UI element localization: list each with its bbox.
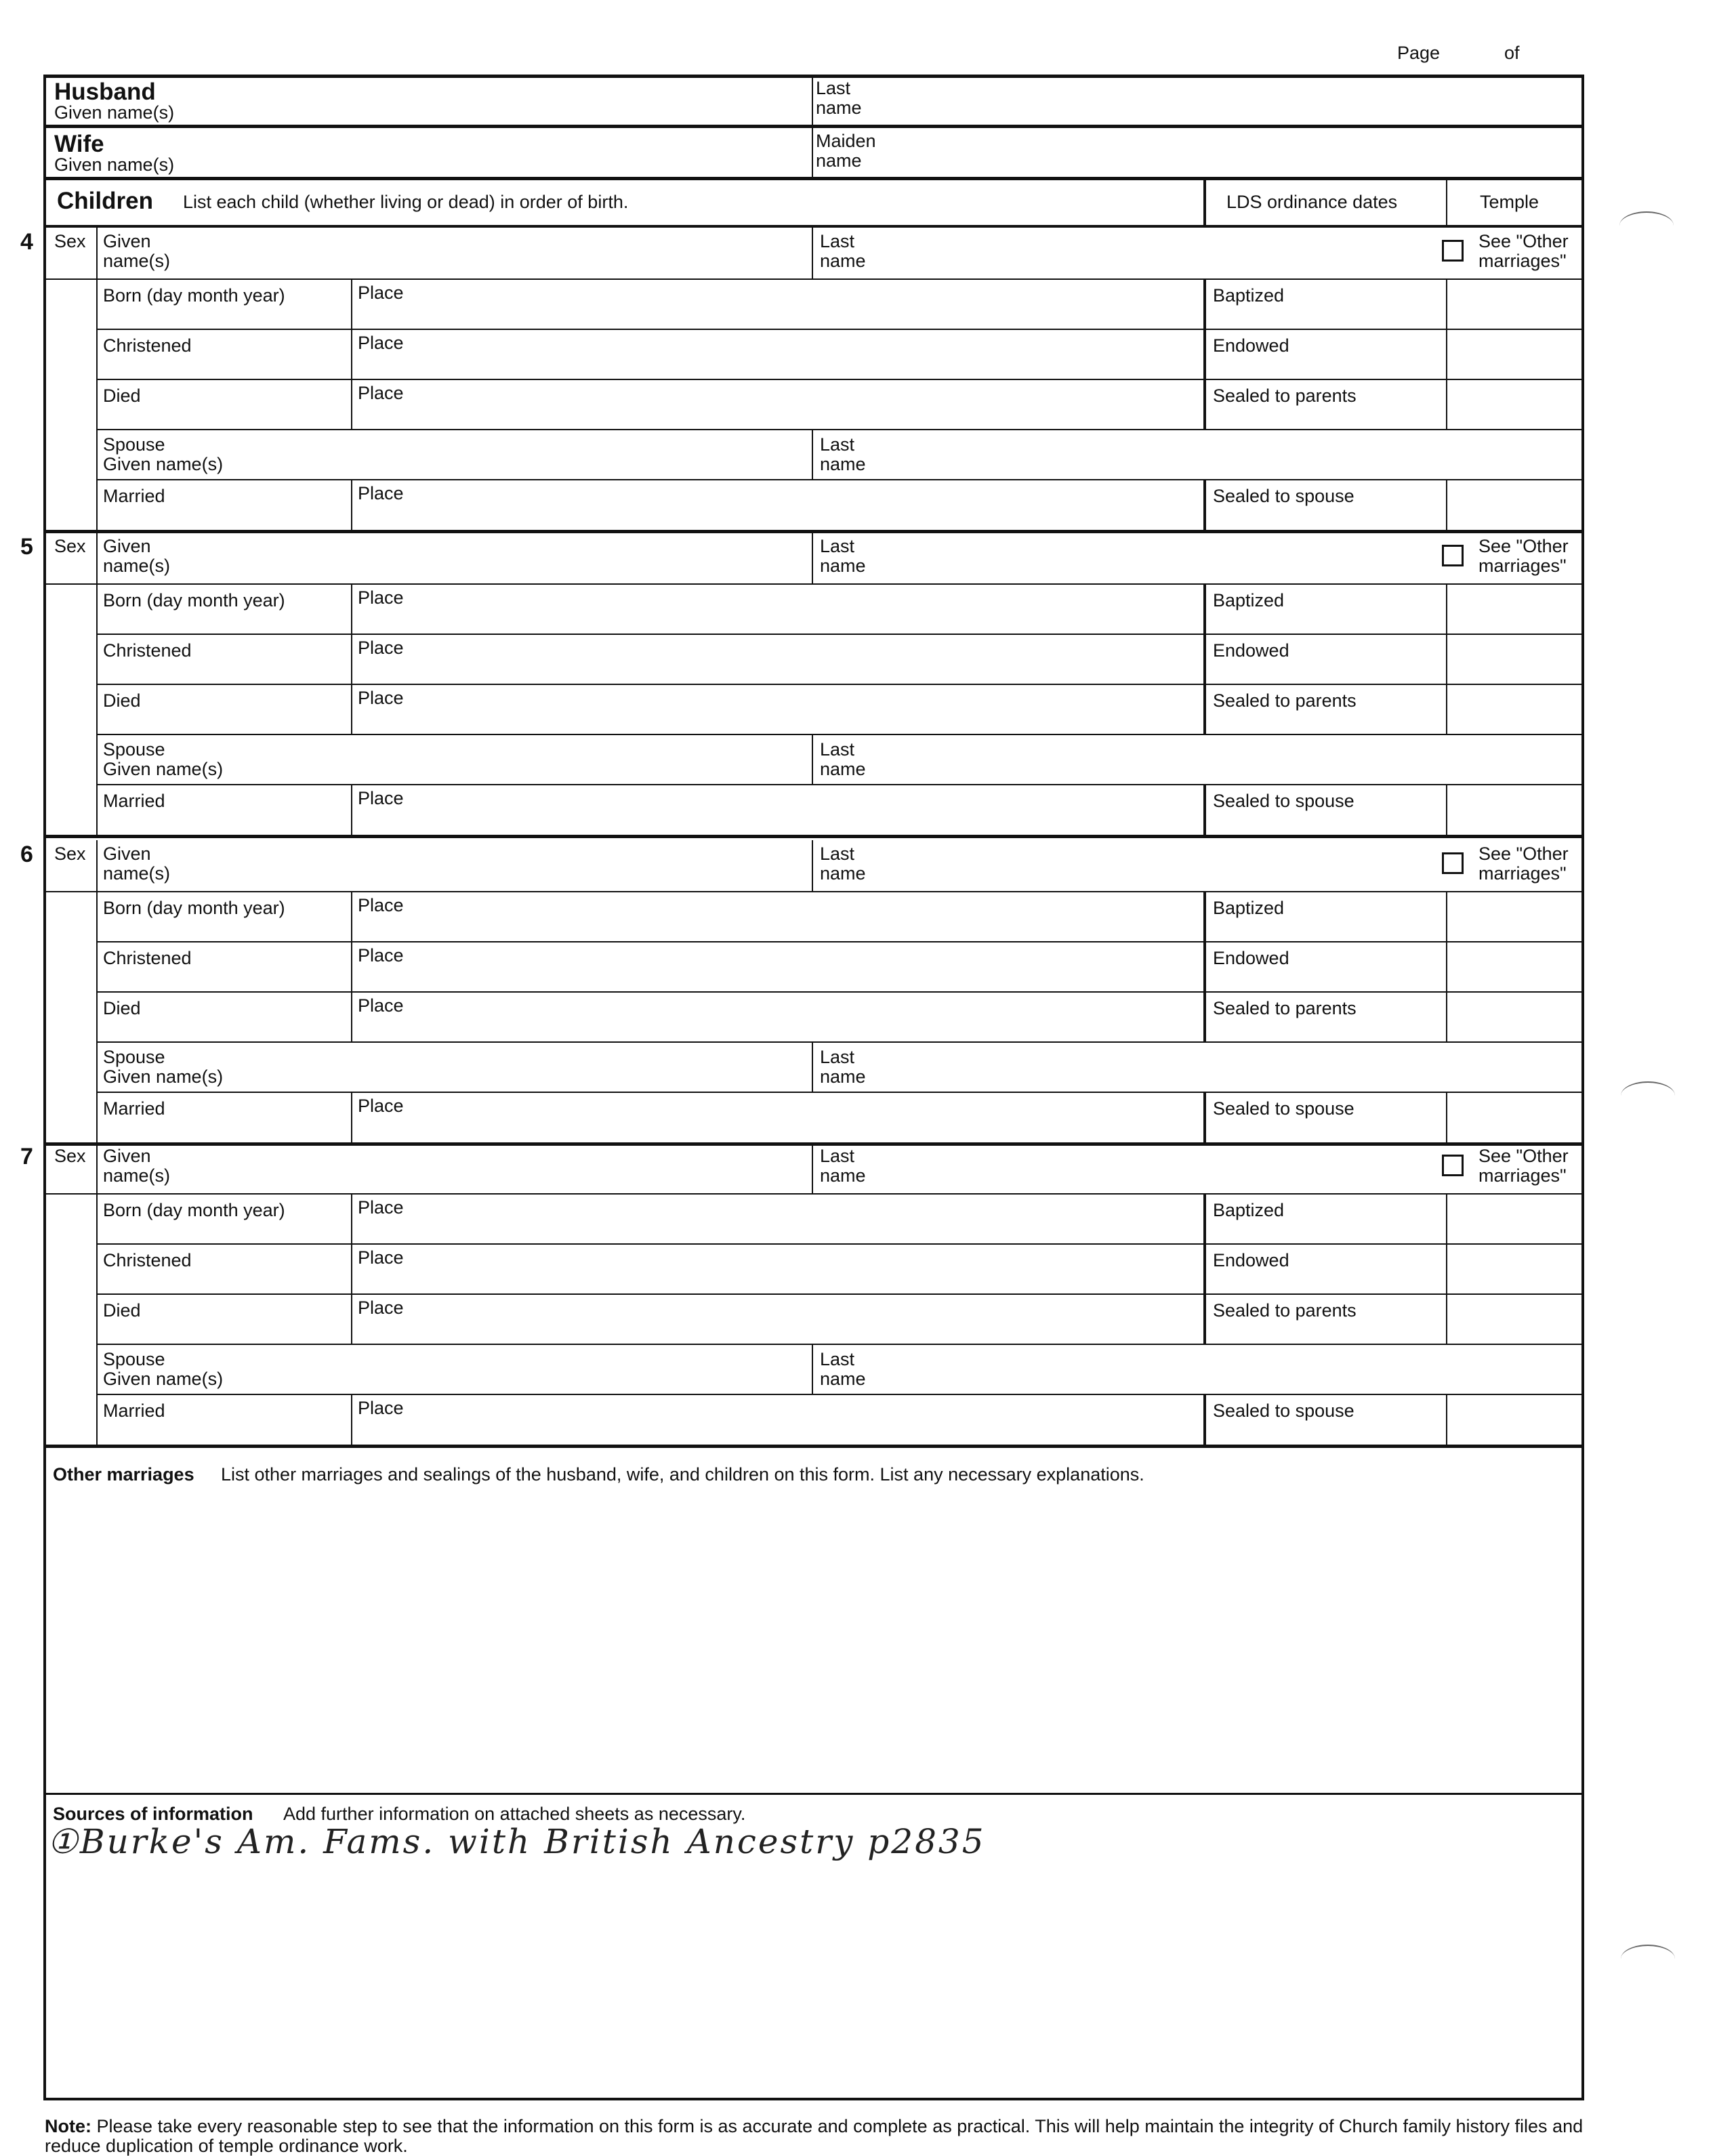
rule — [96, 1394, 1584, 1395]
husband-section — [43, 75, 1584, 126]
wife-given-field[interactable] — [49, 128, 808, 178]
spouse-last-label-2: name — [820, 1066, 866, 1087]
rule — [351, 480, 352, 531]
spouse-last-label: Last — [820, 739, 855, 760]
rule — [1446, 584, 1447, 634]
spouse-given-field[interactable] — [100, 734, 808, 785]
scan-artifact — [1619, 211, 1674, 240]
married-place-field[interactable] — [355, 1394, 1199, 1446]
child-sex-label: Sex — [54, 1146, 86, 1166]
married-label: Married — [103, 791, 165, 811]
spouse-given-label: Given name(s) — [103, 1369, 224, 1389]
spouse-last-field[interactable] — [816, 734, 1580, 785]
rule — [1446, 634, 1447, 684]
rule — [812, 1142, 813, 1194]
died-date-field[interactable] — [100, 992, 347, 1042]
rule — [96, 379, 1584, 380]
temple-header: Temple — [1480, 192, 1539, 212]
spouse-last-label-2: name — [820, 454, 866, 474]
rule — [96, 1041, 1584, 1043]
spouse-last-field[interactable] — [816, 430, 1580, 480]
rule — [351, 1294, 352, 1344]
see-other-marriages-checkbox[interactable] — [1442, 1155, 1464, 1176]
spouse-last-label-2: name — [820, 1369, 866, 1389]
child-last-label-2: name — [820, 556, 866, 576]
rule — [1203, 942, 1206, 992]
died-label: Died — [103, 386, 141, 406]
baptized-date-field[interactable] — [1209, 279, 1442, 329]
baptized-label: Baptized — [1213, 285, 1285, 306]
rule — [1446, 1244, 1447, 1294]
lds-ordinance-header: LDS ordinance dates — [1226, 192, 1398, 212]
husband-given-field[interactable] — [49, 75, 808, 126]
rule — [1446, 480, 1447, 531]
child-last-field[interactable] — [816, 1142, 1426, 1194]
married-date-field[interactable] — [100, 1394, 347, 1446]
rule — [812, 1042, 813, 1092]
husband-last-label-2: name — [816, 98, 862, 118]
place-field[interactable] — [355, 584, 1199, 634]
baptized-label: Baptized — [1213, 590, 1285, 610]
rule — [1446, 785, 1447, 836]
rule — [96, 1293, 1584, 1295]
endowed-label: Endowed — [1213, 1250, 1289, 1270]
temple-field[interactable] — [1450, 584, 1580, 634]
rule — [351, 785, 352, 836]
christened-label: Christened — [103, 640, 192, 661]
husband-last-field[interactable] — [813, 75, 1579, 126]
spouse-label: Spouse — [103, 1047, 165, 1067]
see-other-marriages-label-2: marriages" — [1478, 863, 1567, 884]
child-given-label-2: name(s) — [103, 1165, 171, 1186]
place-field[interactable] — [355, 942, 1199, 992]
child-sex-field[interactable] — [46, 255, 94, 534]
died-label: Died — [103, 690, 141, 711]
child-given-field[interactable] — [100, 1142, 808, 1194]
place-label: Place — [358, 995, 404, 1016]
died-label: Died — [103, 998, 141, 1018]
place-label: Place — [358, 788, 404, 808]
temple-field[interactable] — [1450, 1294, 1580, 1344]
see-other-marriages-label-2: marriages" — [1478, 556, 1567, 576]
page-of-label: of — [1504, 43, 1520, 63]
rule — [43, 891, 1584, 892]
born-label: Born (day month year) — [103, 590, 285, 610]
see-other-marriages-checkbox[interactable] — [1442, 240, 1464, 262]
died-date-field[interactable] — [100, 1294, 347, 1344]
other-marriages-text: List other marriages and sealings of the husband, wife, and children on this form. List any necessary explanations. — [221, 1464, 1144, 1485]
place-label: Place — [358, 688, 404, 708]
husband-given-label: Given name(s) — [54, 102, 175, 123]
children-instruction: List each child (whether living or dead) in order of birth. — [183, 192, 629, 212]
spouse-given-field[interactable] — [100, 1042, 808, 1092]
spouse-label: Spouse — [103, 1349, 165, 1369]
rule — [1446, 379, 1447, 430]
temple-field[interactable] — [1450, 942, 1580, 992]
rule — [812, 430, 813, 480]
rule — [1203, 684, 1206, 734]
wife-maiden-label-2: name — [816, 150, 862, 171]
sources-handwritten-entry[interactable]: ①Burke's Am. Fams. with British Ancestry p2835 — [47, 1822, 986, 1861]
rule — [1203, 992, 1206, 1042]
child-last-field[interactable] — [816, 533, 1426, 584]
place-label: Place — [358, 1398, 404, 1418]
sources-section — [43, 1795, 1584, 2100]
place-label: Place — [358, 483, 404, 503]
rule — [96, 479, 1584, 480]
place-label: Place — [358, 895, 404, 915]
husband-last-label: Last — [816, 78, 851, 98]
rule — [1203, 329, 1206, 379]
married-date-field[interactable] — [100, 480, 347, 531]
child-sex-label: Sex — [54, 844, 86, 864]
sealed-to-parents-date-field[interactable] — [1209, 379, 1442, 430]
sealed-to-spouse-label: Sealed to spouse — [1213, 1401, 1354, 1421]
child-sex-label: Sex — [54, 536, 86, 556]
rule — [1203, 1244, 1206, 1294]
rule — [96, 1344, 1584, 1345]
baptized-date-field[interactable] — [1209, 584, 1442, 634]
sealed-to-spouse-label: Sealed to spouse — [1213, 791, 1354, 811]
temple-field[interactable] — [1450, 1244, 1580, 1294]
child-number: 4 — [20, 229, 33, 255]
rule — [1446, 992, 1447, 1042]
rule — [1446, 1294, 1447, 1344]
see-other-marriages-checkbox[interactable] — [1442, 545, 1464, 566]
married-date-field[interactable] — [100, 1092, 347, 1144]
wife-title: Wife — [54, 131, 104, 157]
born-date-field[interactable] — [100, 1194, 347, 1244]
endowed-label: Endowed — [1213, 948, 1289, 968]
sealed-to-spouse-date-field[interactable] — [1209, 1092, 1442, 1144]
rule — [1446, 892, 1447, 942]
other-marriages-section — [43, 1455, 1584, 1794]
temple-field[interactable] — [1450, 480, 1580, 531]
rule — [351, 1194, 352, 1244]
rule — [43, 1445, 1584, 1448]
died-date-field[interactable] — [100, 684, 347, 734]
rule — [1203, 1092, 1206, 1144]
rule — [96, 784, 1584, 785]
temple-field[interactable] — [1450, 992, 1580, 1042]
child-given-field[interactable] — [100, 533, 808, 584]
rule — [1446, 279, 1447, 329]
temple-field[interactable] — [1450, 634, 1580, 684]
scan-artifact — [1621, 1945, 1675, 1973]
rule — [1203, 785, 1206, 836]
sealed-to-spouse-label: Sealed to spouse — [1213, 486, 1354, 506]
rule — [1203, 634, 1206, 684]
baptized-date-field[interactable] — [1209, 892, 1442, 942]
see-other-marriages-label-2: marriages" — [1478, 1165, 1567, 1186]
place-field[interactable] — [355, 329, 1199, 379]
children-title: Children — [57, 188, 153, 214]
child-given-field[interactable] — [100, 840, 808, 892]
sources-text: Add further information on attached sheets as necessary. — [283, 1804, 746, 1824]
sealed-to-spouse-date-field[interactable] — [1209, 1394, 1442, 1446]
children-header — [43, 180, 1584, 226]
sources-title: Sources of information — [53, 1804, 253, 1824]
other-marriages-title: Other marriages — [53, 1464, 194, 1485]
rule — [96, 1092, 1584, 1093]
place-label: Place — [358, 1247, 404, 1268]
child-last-field[interactable] — [816, 840, 1426, 892]
rule — [351, 329, 352, 379]
sealed-to-spouse-date-field[interactable] — [1209, 785, 1442, 836]
child-last-label: Last — [820, 844, 855, 864]
child-last-label-2: name — [820, 863, 866, 884]
child-given-label: Given — [103, 536, 151, 556]
christened-date-field[interactable] — [100, 634, 347, 684]
spouse-last-label: Last — [820, 1047, 855, 1067]
child-number: 6 — [20, 842, 33, 867]
child-given-label: Given — [103, 231, 151, 251]
temple-field[interactable] — [1450, 892, 1580, 942]
spouse-last-field[interactable] — [816, 1344, 1580, 1394]
sealed-to-spouse-label: Sealed to spouse — [1213, 1098, 1354, 1119]
sealed-to-parents-date-field[interactable] — [1209, 684, 1442, 734]
child-sex-field[interactable] — [46, 867, 94, 1146]
rule — [812, 533, 813, 584]
note-title: Note: — [45, 2116, 91, 2136]
married-label: Married — [103, 1098, 165, 1119]
sealed-to-spouse-date-field[interactable] — [1209, 480, 1442, 531]
rule — [43, 583, 1584, 585]
child-last-label: Last — [820, 536, 855, 556]
place-label: Place — [358, 1298, 404, 1318]
temple-field[interactable] — [1450, 1394, 1580, 1446]
rule — [43, 835, 1584, 838]
rule — [812, 1344, 813, 1394]
wife-maiden-field[interactable] — [813, 128, 1579, 178]
child-last-label-2: name — [820, 251, 866, 271]
note-text: Please take every reasonable step to see that the information on this form is as accurate and complete as practical. This will help maintain the integrity of Church family history files and reduce duplication of temple ordinance work. — [45, 2116, 1584, 2156]
rule — [1446, 1194, 1447, 1244]
wife-given-label: Given name(s) — [54, 154, 175, 175]
place-label: Place — [358, 638, 404, 658]
place-field[interactable] — [355, 634, 1199, 684]
rule — [96, 1243, 1584, 1245]
place-label: Place — [358, 1197, 404, 1218]
spouse-last-label: Last — [820, 434, 855, 455]
rule — [1203, 279, 1206, 329]
rule — [1203, 892, 1206, 942]
place-label: Place — [358, 945, 404, 966]
spouse-last-label-2: name — [820, 759, 866, 779]
place-field[interactable] — [355, 684, 1199, 734]
rule — [1203, 379, 1206, 430]
christened-label: Christened — [103, 1250, 192, 1270]
scan-artifact — [1621, 1081, 1675, 1110]
child-given-label: Given — [103, 844, 151, 864]
child-last-label: Last — [820, 231, 855, 251]
endowed-label: Endowed — [1213, 335, 1289, 356]
rule — [351, 634, 352, 684]
died-label: Died — [103, 1300, 141, 1321]
temple-field[interactable] — [1450, 1092, 1580, 1144]
child-number: 7 — [20, 1144, 33, 1169]
rule — [96, 991, 1584, 993]
husband-title: Husband — [54, 79, 156, 105]
rule — [351, 584, 352, 634]
place-field[interactable] — [355, 279, 1199, 329]
christened-label: Christened — [103, 948, 192, 968]
place-label: Place — [358, 383, 404, 403]
place-field[interactable] — [355, 1194, 1199, 1244]
rule — [1203, 1194, 1206, 1244]
rule — [351, 279, 352, 329]
child-sex-field[interactable] — [46, 560, 94, 839]
rule — [96, 634, 1584, 635]
temple-field[interactable] — [1450, 785, 1580, 836]
died-date-field[interactable] — [100, 379, 347, 430]
married-place-field[interactable] — [355, 785, 1199, 836]
married-place-field[interactable] — [355, 1092, 1199, 1144]
place-field[interactable] — [355, 1244, 1199, 1294]
baptized-label: Baptized — [1213, 1200, 1285, 1220]
place-field[interactable] — [355, 1294, 1199, 1344]
place-label: Place — [358, 587, 404, 608]
place-label: Place — [358, 333, 404, 353]
child-number: 5 — [20, 534, 33, 560]
rule — [96, 941, 1584, 942]
place-label: Place — [358, 283, 404, 303]
child-last-field[interactable] — [816, 228, 1426, 279]
rule — [1446, 329, 1447, 379]
christened-label: Christened — [103, 335, 192, 356]
spouse-given-label: Given name(s) — [103, 1066, 224, 1087]
married-label: Married — [103, 1401, 165, 1421]
spouse-given-field[interactable] — [100, 1344, 808, 1394]
spouse-given-label: Given name(s) — [103, 454, 224, 474]
rule — [96, 329, 1584, 330]
sealed-to-parents-label: Sealed to parents — [1213, 998, 1357, 1018]
spouse-given-field[interactable] — [100, 430, 808, 480]
place-field[interactable] — [355, 379, 1199, 430]
rule — [1203, 1394, 1206, 1446]
rule — [96, 429, 1584, 430]
baptized-label: Baptized — [1213, 898, 1285, 918]
rule — [351, 992, 352, 1042]
baptized-date-field[interactable] — [1209, 1194, 1442, 1244]
sealed-to-parents-label: Sealed to parents — [1213, 690, 1357, 711]
rule — [351, 1394, 352, 1446]
rule — [1446, 684, 1447, 734]
rule — [351, 892, 352, 942]
rule — [351, 379, 352, 430]
place-field[interactable] — [355, 892, 1199, 942]
rule — [812, 840, 813, 892]
endowed-label: Endowed — [1213, 640, 1289, 661]
temple-field[interactable] — [1450, 329, 1580, 379]
temple-field[interactable] — [1450, 1194, 1580, 1244]
endowed-date-field[interactable] — [1209, 634, 1442, 684]
born-label: Born (day month year) — [103, 285, 285, 306]
rule — [351, 1244, 352, 1294]
child-given-label: Given — [103, 1146, 151, 1166]
endowed-date-field[interactable] — [1209, 942, 1442, 992]
sealed-to-parents-date-field[interactable] — [1209, 992, 1442, 1042]
born-label: Born (day month year) — [103, 898, 285, 918]
place-label: Place — [358, 1096, 404, 1116]
child-sex-label: Sex — [54, 231, 86, 251]
endowed-date-field[interactable] — [1209, 1244, 1442, 1294]
place-field[interactable] — [355, 992, 1199, 1042]
temple-field[interactable] — [1450, 684, 1580, 734]
temple-field[interactable] — [1450, 379, 1580, 430]
spouse-last-label: Last — [820, 1349, 855, 1369]
see-other-marriages-label: See "Other — [1478, 844, 1569, 864]
rule — [1203, 584, 1206, 634]
christened-date-field[interactable] — [100, 942, 347, 992]
wife-section — [43, 128, 1584, 178]
rule — [96, 734, 1584, 735]
rule — [96, 684, 1584, 685]
child-given-label-2: name(s) — [103, 251, 171, 271]
rule — [812, 228, 813, 279]
child-given-field[interactable] — [100, 228, 808, 279]
see-other-marriages-checkbox[interactable] — [1442, 852, 1464, 874]
born-date-field[interactable] — [100, 279, 347, 329]
note — [45, 2117, 1590, 2156]
rule — [1203, 1294, 1206, 1344]
married-label: Married — [103, 486, 165, 506]
child-given-label-2: name(s) — [103, 863, 171, 884]
page-label: Page — [1397, 43, 1441, 63]
temple-field[interactable] — [1450, 279, 1580, 329]
sealed-to-parents-label: Sealed to parents — [1213, 1300, 1357, 1321]
see-other-marriages-label-2: marriages" — [1478, 251, 1567, 271]
rule — [1446, 1394, 1447, 1446]
rule — [1446, 1092, 1447, 1144]
christened-date-field[interactable] — [100, 1244, 347, 1294]
rule — [351, 684, 352, 734]
born-date-field[interactable] — [100, 584, 347, 634]
rule — [1446, 942, 1447, 992]
spouse-label: Spouse — [103, 739, 165, 760]
see-other-marriages-label: See "Other — [1478, 231, 1569, 251]
spouse-label: Spouse — [103, 434, 165, 455]
child-last-label-2: name — [820, 1165, 866, 1186]
sealed-to-parents-label: Sealed to parents — [1213, 386, 1357, 406]
sealed-to-parents-date-field[interactable] — [1209, 1294, 1442, 1344]
other-marriages-field[interactable] — [49, 1489, 1579, 1787]
see-other-marriages-label: See "Other — [1478, 536, 1569, 556]
see-other-marriages-label: See "Other — [1478, 1146, 1569, 1166]
born-date-field[interactable] — [100, 892, 347, 942]
wife-maiden-label: Maiden — [816, 131, 876, 151]
christened-date-field[interactable] — [100, 329, 347, 379]
born-label: Born (day month year) — [103, 1200, 285, 1220]
rule — [351, 942, 352, 992]
spouse-given-label: Given name(s) — [103, 759, 224, 779]
rule — [43, 1193, 1584, 1195]
rule — [1203, 480, 1206, 531]
spouse-last-field[interactable] — [816, 1042, 1580, 1092]
child-sex-field[interactable] — [46, 1169, 94, 1449]
rule — [351, 1092, 352, 1144]
married-date-field[interactable] — [100, 785, 347, 836]
married-place-field[interactable] — [355, 480, 1199, 531]
rule — [43, 278, 1584, 280]
rule — [812, 734, 813, 785]
child-given-label-2: name(s) — [103, 556, 171, 576]
endowed-date-field[interactable] — [1209, 329, 1442, 379]
child-last-label: Last — [820, 1146, 855, 1166]
